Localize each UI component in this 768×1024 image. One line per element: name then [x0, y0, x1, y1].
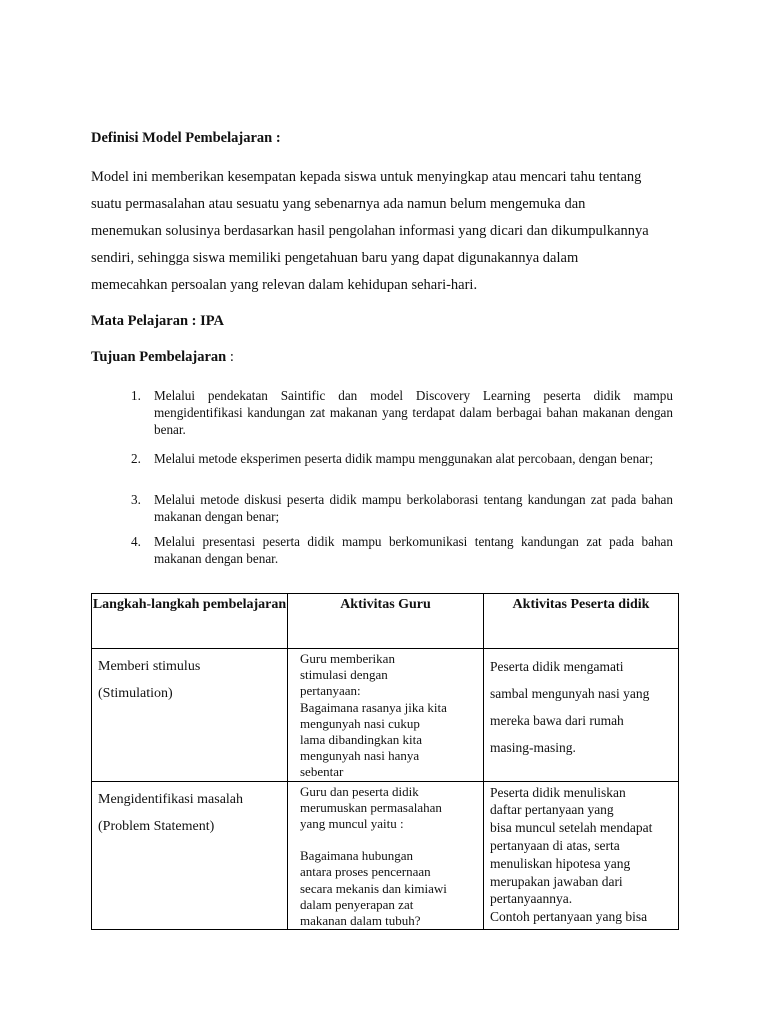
guru-line: makanan dalam tubuh?: [300, 913, 421, 929]
definition-line: Model ini memberikan kesempatan kepada siswa untuk menyingkap atau mencari tahu tentang: [91, 169, 642, 185]
definition-line: memecahkan persoalan yang relevan dalam kehidupan sehari-hari.: [91, 277, 478, 293]
objective-text: Melalui presentasi peserta didik mampu berkomunikasi tentang kandungan zat pada bahan makanan dengan benar.: [154, 534, 673, 566]
guru-line: mengunyah nasi cukup: [300, 715, 420, 731]
siswa-line: daftar pertanyaan yang: [490, 802, 614, 818]
header-aktivitas-peserta: Aktivitas Peserta didik: [484, 594, 679, 649]
siswa-cell: [484, 781, 679, 930]
definition-heading: Definisi Model Pembelajaran :: [91, 130, 281, 146]
objective-item: [131, 387, 673, 438]
subject-heading: Mata Pelajaran : IPA: [91, 313, 225, 329]
table-header-row: [92, 594, 679, 649]
guru-line: merumuskan permasalahan: [300, 799, 442, 815]
objective-text: Melalui metode diskusi peserta didik mampu berkolaborasi tentang kandungan zat pada bahan makanan dengan benar;: [154, 492, 673, 524]
objective-number: 3.: [131, 492, 141, 507]
definition-line: sendiri, sehingga siswa memiliki pengetahuan baru yang dapat digunakannya dalam: [91, 250, 579, 266]
siswa-line: sambal mengunyah nasi yang: [490, 686, 650, 701]
guru-line: Bagaimana hubungan: [300, 848, 413, 864]
guru-line: Bagaimana rasanya jika kita: [300, 699, 447, 715]
guru-line: stimulasi dengan: [300, 667, 388, 683]
objectives-heading: [91, 349, 234, 366]
step-name: Memberi stimulus: [98, 659, 201, 674]
objectives-heading-text: Tujuan Pembelajaran: [91, 349, 227, 365]
guru-line: secara mekanis dan kimiawi: [300, 880, 447, 896]
siswa-line: menuliskan hipotesa yang: [490, 855, 631, 871]
step-english: (Problem Statement): [98, 818, 215, 834]
guru-line: antara proses pencernaan: [300, 864, 431, 880]
guru-spacer: [300, 832, 473, 848]
guru-line: sebentar: [300, 764, 344, 780]
definition-line: suatu permasalahan atau sesuatu yang sebenarnya ada namun belum mengemuka dan: [91, 196, 586, 212]
guru-cell: [288, 649, 484, 782]
objective-number: 1.: [131, 388, 141, 403]
objective-number: 4.: [131, 534, 141, 549]
definition-paragraph: [91, 164, 681, 299]
objective-number: 2.: [131, 451, 141, 466]
siswa-line: Contoh pertanyaan yang bisa: [490, 909, 648, 925]
siswa-line: bisa muncul setelah mendapat: [490, 820, 653, 836]
guru-cell: [288, 781, 484, 930]
siswa-line: Peserta didik mengamati: [490, 659, 624, 674]
guru-line: yang muncul yaitu :: [300, 816, 404, 832]
objective-text: Melalui metode eksperimen peserta didik mampu menggunakan alat percobaan, dengan benar;: [154, 451, 654, 466]
step-name: Mengidentifikasi masalah: [98, 791, 244, 807]
guru-line: Guru memberikan: [300, 651, 395, 666]
siswa-line: pertanyaannya.: [490, 891, 573, 907]
objective-item: [131, 491, 673, 525]
table-row: [92, 649, 679, 782]
step-cell: [92, 649, 288, 782]
siswa-line: merupakan jawaban dari: [490, 873, 623, 889]
siswa-line: masing-masing.: [490, 740, 576, 755]
learning-steps-table: [91, 593, 679, 930]
guru-line: pertanyaan:: [300, 683, 361, 699]
objective-item: [131, 533, 673, 567]
guru-line: Guru dan peserta didik: [300, 783, 419, 799]
guru-line: dalam penyerapan zat: [300, 896, 414, 912]
header-aktivitas-guru: Aktivitas Guru: [288, 594, 484, 649]
objectives-heading-suffix: :: [226, 349, 234, 365]
step-cell: [92, 781, 288, 930]
objective-text: Melalui pendekatan Saintific dan model Discovery Learning peserta didik mampu mengidentifikasi kandungan zat makanan yang terdapat dalam berbagai bahan makanan dengan benar.: [154, 388, 673, 437]
siswa-cell: [484, 649, 679, 782]
siswa-line: mereka bawa dari rumah: [490, 713, 624, 728]
table-row: [92, 781, 679, 930]
guru-line: lama dibandingkan kita: [300, 732, 423, 748]
siswa-line: pertanyaan di atas, serta: [490, 838, 620, 854]
siswa-line: Peserta didik menuliskan: [490, 784, 626, 800]
step-english: (Stimulation): [98, 686, 173, 701]
objective-item: [131, 450, 673, 467]
header-langkah: Langkah-langkah pembelajaran: [92, 594, 288, 649]
definition-line: menemukan solusinya berdasarkan hasil pengolahan informasi yang dicari dan dikumpulkannya: [91, 223, 649, 239]
guru-line: mengunyah nasi hanya: [300, 748, 420, 764]
